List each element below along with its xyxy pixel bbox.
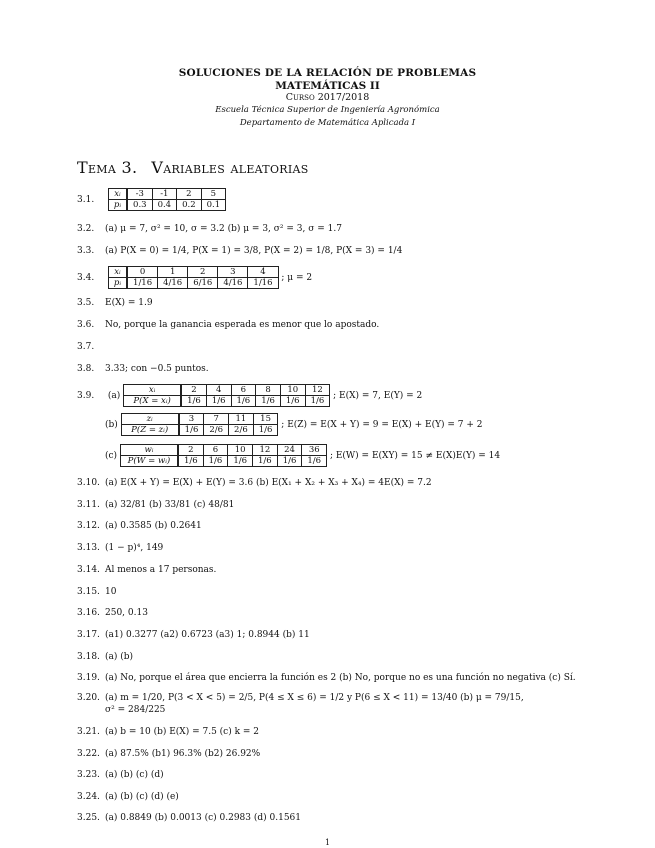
item-number: 3.3. xyxy=(77,246,95,256)
item-3-17 xyxy=(77,630,310,640)
item-number: 3.24. xyxy=(77,792,100,802)
item-3-3 xyxy=(77,246,402,256)
department-name: Departamento de Matemática Aplicada I xyxy=(239,118,416,128)
item-3-16 xyxy=(77,608,148,618)
table-header-cell: pᵢ xyxy=(108,278,127,289)
part-label: (c) xyxy=(105,451,118,461)
item-3-9c xyxy=(105,444,500,467)
item-number: 3.17. xyxy=(77,630,100,640)
table-cell: 6/16 xyxy=(188,278,218,289)
item-number: 3.21. xyxy=(77,727,100,737)
table-row xyxy=(108,189,225,200)
item-number: 3.15. xyxy=(77,587,100,597)
item-text: ; μ = 2 xyxy=(281,273,313,283)
table-cell: 0 xyxy=(127,267,158,278)
table-cell: 2 xyxy=(188,267,218,278)
item-3-9b xyxy=(105,413,483,436)
table-cell: 6 xyxy=(203,445,228,456)
part-label: (a) xyxy=(107,391,121,401)
item-text: Al menos a 17 personas. xyxy=(105,565,217,575)
item-text: (a) m = 1/20, P(3 < X < 5) = 2/5, P(4 ≤ X ≤ 6) = 1/2 y P(6 ≤ X < 11) = 13/40 (b) μ = 79/15, xyxy=(105,693,524,703)
item-text: (a) 0.8849 (b) 0.0013 (c) 0.2983 (d) 0.1561 xyxy=(105,813,302,823)
distribution-table xyxy=(120,444,327,467)
item-3-5 xyxy=(77,298,153,308)
table-header-cell: xᵢ xyxy=(108,189,127,200)
item-number: 3.8. xyxy=(77,364,95,374)
item-3-2 xyxy=(77,224,342,234)
table-cell: 5 xyxy=(201,189,226,200)
item-3-15 xyxy=(77,587,116,597)
table-header-cell: xᵢ xyxy=(124,385,182,396)
table-cell: 12 xyxy=(305,385,330,396)
school-name: Escuela Técnica Superior de Ingeniería Agronómica xyxy=(215,105,440,115)
table-row xyxy=(120,445,326,456)
item-number: 3.5. xyxy=(77,298,95,308)
item-3-12 xyxy=(77,521,202,531)
table-cell: 1/6 xyxy=(253,425,278,436)
item-text: (a) P(X = 0) = 1/4, P(X = 1) = 3/8, P(X = 2) = 1/8, P(X = 3) = 1/4 xyxy=(105,246,403,256)
table-cell: 4/16 xyxy=(158,278,188,289)
table-cell: 2 xyxy=(181,385,206,396)
item-number: 3.2. xyxy=(77,224,95,234)
table-cell: 8 xyxy=(256,385,281,396)
table-cell: 4 xyxy=(248,267,278,278)
item-text: (a) No, porque el área que encierra la función es 2 (b) No, porque no es una función no negativa (c) Sí. xyxy=(105,673,576,683)
item-number: 3.9. xyxy=(77,391,95,401)
table-cell: 1/6 xyxy=(179,425,204,436)
table-header-cell: xᵢ xyxy=(108,267,127,278)
table-header-cell: P(Z = zᵢ) xyxy=(121,425,179,436)
item-text: No, porque la ganancia esperada es menor que lo apostado. xyxy=(105,320,380,330)
table-cell: 3 xyxy=(218,267,248,278)
table-cell: 1/6 xyxy=(181,396,206,407)
item-text: (a) b = 10 (b) E(X) = 7.5 (c) k = 2 xyxy=(105,727,260,737)
table-cell: -3 xyxy=(127,189,152,200)
item-number: 3.11. xyxy=(77,500,100,510)
item-3-20-continuation: σ² = 284/225 xyxy=(105,705,166,715)
table-header-cell: P(W = wᵢ) xyxy=(120,456,178,467)
item-text: ; E(W) = E(XY) = 15 ≠ E(X)E(Y) = 14 xyxy=(329,451,501,461)
item-text: 250, 0.13 xyxy=(105,608,148,618)
page-number: 1 xyxy=(324,838,331,847)
table-cell: 1/6 xyxy=(206,396,231,407)
table-cell: 2/6 xyxy=(204,425,229,436)
item-number: 3.4. xyxy=(77,273,95,283)
item-number: 3.18. xyxy=(77,652,100,662)
section-label: Tema 3. xyxy=(77,158,138,177)
table-cell: 1/16 xyxy=(127,278,158,289)
item-3-10 xyxy=(77,478,432,488)
table-header-cell: zᵢ xyxy=(121,414,179,425)
item-text: (a1) 0.3277 (a2) 0.6723 (a3) 1; 0.8944 (b) 11 xyxy=(105,630,310,640)
table-cell: 1/16 xyxy=(248,278,278,289)
item-number: 3.10. xyxy=(77,478,100,488)
table-cell: 4 xyxy=(206,385,231,396)
item-3-21 xyxy=(77,727,259,737)
item-3-20 xyxy=(77,693,524,703)
item-number: 3.22. xyxy=(77,749,100,759)
item-number: 3.23. xyxy=(77,770,100,780)
item-text: (a) (b) (c) (d) xyxy=(105,770,164,780)
table-cell: 1/6 xyxy=(305,396,330,407)
item-text: E(X) = 1.9 xyxy=(105,298,153,308)
item-3-7 xyxy=(77,342,105,352)
table-row xyxy=(108,200,225,211)
table-cell: 1/6 xyxy=(277,456,302,467)
distribution-table xyxy=(123,384,330,407)
distribution-table xyxy=(121,413,279,436)
table-cell: 3 xyxy=(179,414,204,425)
item-number: 3.6. xyxy=(77,320,95,330)
table-cell: 1 xyxy=(158,267,188,278)
item-number: 3.16. xyxy=(77,608,100,618)
table-row xyxy=(121,425,278,436)
item-text: ; E(X) = 7, E(Y) = 2 xyxy=(333,391,423,401)
table-cell: 12 xyxy=(253,445,278,456)
table-row xyxy=(120,456,326,467)
item-3-13 xyxy=(77,543,163,553)
item-number: 3.19. xyxy=(77,673,100,683)
table-row xyxy=(121,414,278,425)
table-cell: 2 xyxy=(178,445,203,456)
item-number: 3.20. xyxy=(77,693,100,703)
item-3-8 xyxy=(77,364,209,374)
table-cell: 10 xyxy=(280,385,305,396)
table-cell: 11 xyxy=(229,414,254,425)
item-number: 3.25. xyxy=(77,813,100,823)
item-number: 3.12. xyxy=(77,521,100,531)
table-cell: 0.3 xyxy=(127,200,152,211)
item-3-23 xyxy=(77,770,164,780)
table-cell: 0.4 xyxy=(152,200,177,211)
table-cell: 1/6 xyxy=(203,456,228,467)
table-cell: 10 xyxy=(228,445,253,456)
item-3-1 xyxy=(77,188,226,211)
table-header-cell: pᵢ xyxy=(108,200,127,211)
item-text: (a) 87.5% (b1) 96.3% (b2) 26.92% xyxy=(105,749,261,759)
part-label: (b) xyxy=(105,420,118,430)
table-cell: 0.2 xyxy=(177,200,202,211)
section-title: Variables aleatorias xyxy=(151,158,309,177)
distribution-table xyxy=(108,266,279,289)
item-text: (a) μ = 7, σ² = 10, σ = 3.2 (b) μ = 3, σ² = 3, σ = 1.7 xyxy=(105,224,342,234)
table-cell: 1/6 xyxy=(280,396,305,407)
item-text: (a) 0.3585 (b) 0.2641 xyxy=(105,521,202,531)
item-3-25 xyxy=(77,813,301,823)
item-text: ; E(Z) = E(X + Y) = 9 = E(X) + E(Y) = 7 + 2 xyxy=(281,420,483,430)
item-text: (1 − p)⁴, 149 xyxy=(105,543,164,553)
table-cell: 1/6 xyxy=(228,456,253,467)
table-cell: 6 xyxy=(231,385,256,396)
table-header-cell: wᵢ xyxy=(120,445,178,456)
item-3-22 xyxy=(77,749,260,759)
item-number: 3.14. xyxy=(77,565,100,575)
table-cell: 7 xyxy=(204,414,229,425)
item-text: 10 xyxy=(105,587,117,597)
distribution-table xyxy=(108,188,226,211)
item-text: (a) (b) (c) (d) (e) xyxy=(105,792,179,802)
table-cell: 2/6 xyxy=(229,425,254,436)
course-year: Curso 2017/2018 xyxy=(285,92,370,103)
table-cell: 1/6 xyxy=(256,396,281,407)
table-row xyxy=(124,396,330,407)
item-number: 3.1. xyxy=(77,195,95,205)
document-subtitle: MATEMÁTICAS II xyxy=(275,80,380,92)
table-cell: 1/6 xyxy=(178,456,203,467)
item-3-18 xyxy=(77,652,133,662)
table-cell: 1/6 xyxy=(302,456,327,467)
item-number: 3.13. xyxy=(77,543,100,553)
item-3-24 xyxy=(77,792,179,802)
table-row xyxy=(124,385,330,396)
section-heading xyxy=(77,158,309,177)
item-text: (a) (b) xyxy=(105,652,134,662)
table-cell: 4/16 xyxy=(218,278,248,289)
document-title: SOLUCIONES DE LA RELACIÓN DE PROBLEMAS xyxy=(178,67,477,79)
table-cell: 1/6 xyxy=(253,456,278,467)
table-header-cell: P(X = xᵢ) xyxy=(124,396,182,407)
table-cell: 36 xyxy=(302,445,327,456)
table-row xyxy=(108,278,278,289)
item-3-19 xyxy=(77,673,576,683)
item-number: 3.7. xyxy=(77,342,95,352)
item-3-4 xyxy=(77,266,312,289)
item-text: 3.33; con −0.5 puntos. xyxy=(105,364,209,374)
table-cell: 0.1 xyxy=(201,200,226,211)
item-3-14 xyxy=(77,565,216,575)
item-3-11 xyxy=(77,500,234,510)
item-text: (a) 32/81 (b) 33/81 (c) 48/81 xyxy=(105,500,235,510)
item-3-6 xyxy=(77,320,379,330)
item-3-9a xyxy=(77,384,422,407)
item-text: (a) E(X + Y) = E(X) + E(Y) = 3.6 (b) E(X₁ + X₂ + X₃ + X₄) = 4E(X) = 7.2 xyxy=(105,478,432,488)
table-cell: 15 xyxy=(253,414,278,425)
table-cell: 1/6 xyxy=(231,396,256,407)
table-row xyxy=(108,267,278,278)
table-cell: 24 xyxy=(277,445,302,456)
table-cell: -1 xyxy=(152,189,177,200)
table-cell: 2 xyxy=(177,189,202,200)
